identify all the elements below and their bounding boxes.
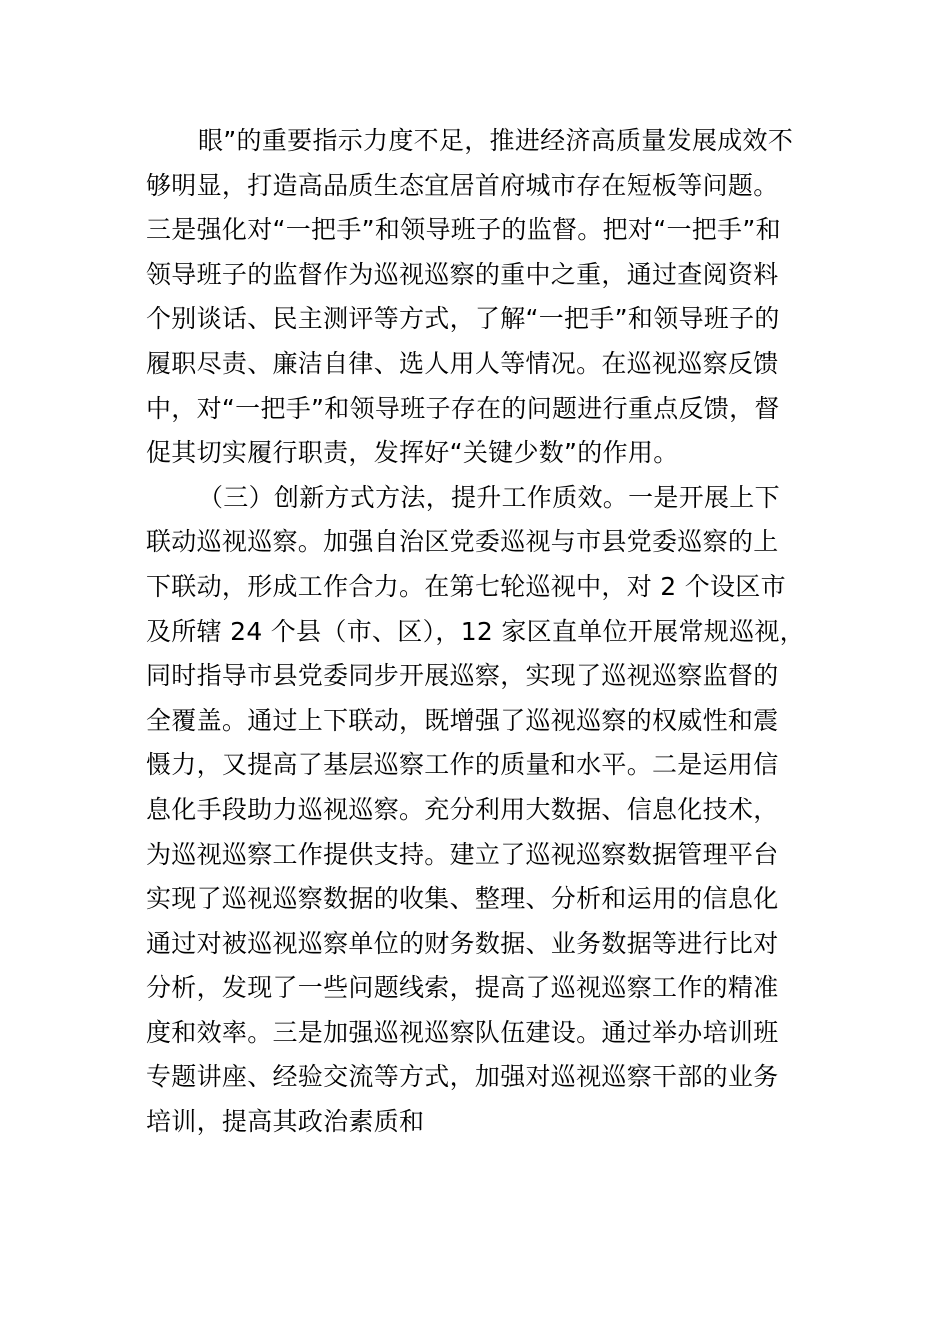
text-line: 慑力，又提高了基层巡察工作的质量和水平。二是运用信 [146,750,779,780]
text-line: 领导班子的监督作为巡视巡察的重中之重，通过查阅资料 [146,259,779,289]
text-line: 同时指导市县党委同步开展巡察，实现了巡视巡察监督的 [146,661,779,691]
text-line: 眼”的重要指示力度不足，推进经济高质量发展成效不 [198,126,794,155]
text-line: 履职尽责、廉洁自律、选人用人等情况。在巡视巡察反馈 [146,348,779,378]
text-line: 分析，发现了一些问题线索，提高了巡视巡察工作的精准 [146,973,779,1003]
text-line: 培训，提高其政治素质和 [146,1107,425,1137]
text-line: 通过对被巡视巡察单位的财务数据、业务数据等进行比对 [146,928,779,958]
text-line: 实现了巡视巡察数据的收集、整理、分析和运用的信息化 [146,884,779,914]
text-line: 下联动，形成工作合力。在第七轮巡视中，对 2 个设区市 [146,571,786,601]
text-line: 息化手段助力巡视巡察。充分利用大数据、信息化技术， [146,794,779,824]
body-text [146,119,846,1145]
text-line: 促其切实履行职责，发挥好“关键少数”的作用。 [146,438,679,468]
text-line: 三是强化对“一把手”和领导班子的监督。把对“一把手”和 [146,215,781,245]
text-line: （三）创新方式方法，提升工作质效。一是开展上下 [198,482,780,512]
text-line: 为巡视巡察工作提供支持。建立了巡视巡察数据管理平台 [146,839,779,869]
text-line: 及所辖 24 个县（市、区），12 家区直单位开展常规巡视， [146,616,805,646]
text-line: 度和效率。三是加强巡视巡察队伍建设。通过举办培训班 [146,1017,779,1047]
text-line: 个别谈话、民主测评等方式，了解“一把手”和领导班子的 [146,304,780,334]
text-line: 中，对“一把手”和领导班子存在的问题进行重点反馈，督 [146,393,780,423]
text-line: 联动巡视巡察。加强自治区党委巡视与市县党委巡察的上 [146,527,779,557]
text-line: 够明显，打造高品质生态宜居首府城市存在短板等问题。 [146,170,779,200]
text-line: 专题讲座、经验交流等方式，加强对巡视巡察干部的业务 [146,1062,779,1092]
text-line: 全覆盖。通过上下联动，既增强了巡视巡察的权威性和震 [146,705,779,735]
